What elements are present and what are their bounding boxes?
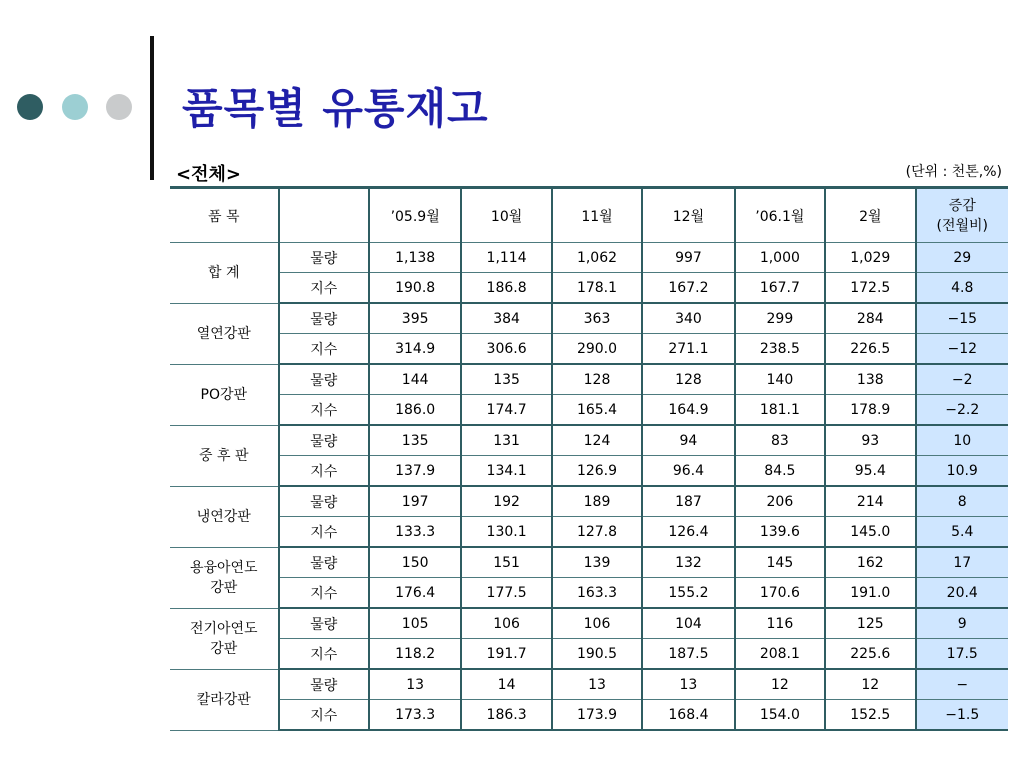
change-cell: 29 [916,243,1009,273]
header-row [170,188,1008,243]
value-cell: 238.5 [735,334,825,365]
value-cell: 177.5 [461,578,551,609]
table-row [170,486,1008,517]
header-change-line2: (전월비) [936,217,988,234]
change-cell: 10 [916,425,1009,456]
value-cell: 1,114 [461,243,551,273]
item-name-cell: 냉연강판 [170,486,279,547]
header-blank [279,188,369,243]
value-cell: 363 [552,303,642,334]
value-cell: 125 [825,608,915,639]
value-cell: 384 [461,303,551,334]
value-cell: 187.5 [642,639,734,670]
value-cell: 135 [461,364,551,395]
value-cell: 116 [735,608,825,639]
value-cell: 186.3 [461,700,551,731]
metric-label-cell: 지수 [279,456,369,487]
value-cell: 94 [642,425,734,456]
value-cell: 208.1 [735,639,825,670]
value-cell: 299 [735,303,825,334]
value-cell: 186.8 [461,273,551,304]
value-cell: 314.9 [369,334,461,365]
unit-note: (단위 : 천톤,%) [905,164,1002,180]
value-cell: 131 [461,425,551,456]
metric-label-cell: 물량 [279,364,369,395]
change-cell: 10.9 [916,456,1009,487]
metric-label-cell: 물량 [279,669,369,700]
decor-dot-light [62,94,88,120]
value-cell: 13 [642,669,734,700]
value-cell: 190.8 [369,273,461,304]
change-cell: 4.8 [916,273,1009,304]
value-cell: 167.7 [735,273,825,304]
value-cell: 127.8 [552,517,642,548]
value-cell: 154.0 [735,700,825,731]
metric-label-cell: 물량 [279,425,369,456]
value-cell: 174.7 [461,395,551,426]
value-cell: 1,138 [369,243,461,273]
value-cell: 95.4 [825,456,915,487]
table-row [170,517,1008,548]
table-row [170,334,1008,365]
value-cell: 12 [735,669,825,700]
change-cell: −1.5 [916,700,1009,731]
change-cell: − [916,669,1009,700]
header-period: 11월 [552,188,642,243]
value-cell: 178.1 [552,273,642,304]
metric-label-cell: 지수 [279,395,369,426]
item-name-cell: 용융아연도 강판 [170,547,279,608]
table-row [170,364,1008,395]
value-cell: 106 [461,608,551,639]
change-cell: 20.4 [916,578,1009,609]
value-cell: 192 [461,486,551,517]
value-cell: 197 [369,486,461,517]
value-cell: 187 [642,486,734,517]
table-row [170,578,1008,609]
value-cell: 170.6 [735,578,825,609]
change-cell: 9 [916,608,1009,639]
value-cell: 176.4 [369,578,461,609]
value-cell: 126.9 [552,456,642,487]
value-cell: 191.7 [461,639,551,670]
value-cell: 163.3 [552,578,642,609]
item-name-cell: 열연강판 [170,303,279,364]
metric-label-cell: 물량 [279,547,369,578]
value-cell: 162 [825,547,915,578]
table-row [170,608,1008,639]
change-cell: −15 [916,303,1009,334]
metric-label-cell: 지수 [279,700,369,731]
value-cell: 997 [642,243,734,273]
item-name-cell: 중 후 판 [170,425,279,486]
table-row [170,243,1008,273]
section-subtitle: <전체> [176,164,241,185]
decor-dot-dark [17,94,43,120]
value-cell: 132 [642,547,734,578]
value-cell: 225.6 [825,639,915,670]
value-cell: 145.0 [825,517,915,548]
value-cell: 130.1 [461,517,551,548]
decor-vertical-bar [150,36,154,180]
value-cell: 167.2 [642,273,734,304]
value-cell: 150 [369,547,461,578]
value-cell: 137.9 [369,456,461,487]
value-cell: 145 [735,547,825,578]
value-cell: 83 [735,425,825,456]
header-period: 10월 [461,188,551,243]
table-row [170,395,1008,426]
value-cell: 139 [552,547,642,578]
value-cell: 134.1 [461,456,551,487]
value-cell: 105 [369,608,461,639]
header-period: 12월 [642,188,734,243]
value-cell: 214 [825,486,915,517]
value-cell: 96.4 [642,456,734,487]
metric-label-cell: 지수 [279,273,369,304]
value-cell: 128 [642,364,734,395]
value-cell: 206 [735,486,825,517]
value-cell: 13 [552,669,642,700]
value-cell: 118.2 [369,639,461,670]
value-cell: 186.0 [369,395,461,426]
value-cell: 13 [369,669,461,700]
change-cell: 17.5 [916,639,1009,670]
value-cell: 144 [369,364,461,395]
value-cell: 226.5 [825,334,915,365]
decor-dot-gray [106,94,132,120]
value-cell: 133.3 [369,517,461,548]
metric-label-cell: 지수 [279,517,369,548]
table-row [170,547,1008,578]
metric-label-cell: 지수 [279,578,369,609]
header-period: ’05.9월 [369,188,461,243]
metric-label-cell: 지수 [279,334,369,365]
value-cell: 340 [642,303,734,334]
value-cell: 128 [552,364,642,395]
value-cell: 191.0 [825,578,915,609]
table-row [170,303,1008,334]
change-cell: −2.2 [916,395,1009,426]
metric-label-cell: 물량 [279,486,369,517]
table-row [170,425,1008,456]
value-cell: 93 [825,425,915,456]
value-cell: 14 [461,669,551,700]
value-cell: 1,062 [552,243,642,273]
value-cell: 140 [735,364,825,395]
table-row [170,639,1008,670]
value-cell: 290.0 [552,334,642,365]
value-cell: 173.9 [552,700,642,731]
value-cell: 178.9 [825,395,915,426]
value-cell: 84.5 [735,456,825,487]
value-cell: 172.5 [825,273,915,304]
header-period: 2월 [825,188,915,243]
value-cell: 284 [825,303,915,334]
value-cell: 104 [642,608,734,639]
value-cell: 165.4 [552,395,642,426]
value-cell: 181.1 [735,395,825,426]
value-cell: 155.2 [642,578,734,609]
change-cell: −12 [916,334,1009,365]
value-cell: 138 [825,364,915,395]
change-cell: 8 [916,486,1009,517]
change-cell: 5.4 [916,517,1009,548]
value-cell: 106 [552,608,642,639]
header-change-line1: 증감 [948,197,976,214]
value-cell: 306.6 [461,334,551,365]
metric-label-cell: 물량 [279,243,369,273]
value-cell: 126.4 [642,517,734,548]
change-cell: −2 [916,364,1009,395]
page-title: 품목별 유통재고 [182,84,489,133]
item-name-cell: 칼라강판 [170,669,279,730]
inventory-table [170,186,1008,731]
table-row [170,700,1008,731]
header-period: ’06.1월 [735,188,825,243]
value-cell: 168.4 [642,700,734,731]
item-name-cell: PO강판 [170,364,279,425]
table-row [170,669,1008,700]
metric-label-cell: 물량 [279,303,369,334]
value-cell: 190.5 [552,639,642,670]
value-cell: 173.3 [369,700,461,731]
value-cell: 164.9 [642,395,734,426]
table-row [170,273,1008,304]
value-cell: 1,000 [735,243,825,273]
value-cell: 189 [552,486,642,517]
header-change [916,188,1009,243]
metric-label-cell: 물량 [279,608,369,639]
value-cell: 124 [552,425,642,456]
value-cell: 12 [825,669,915,700]
value-cell: 395 [369,303,461,334]
metric-label-cell: 지수 [279,639,369,670]
value-cell: 271.1 [642,334,734,365]
value-cell: 151 [461,547,551,578]
header-item: 품 목 [170,188,279,243]
value-cell: 139.6 [735,517,825,548]
value-cell: 135 [369,425,461,456]
value-cell: 152.5 [825,700,915,731]
table-row [170,456,1008,487]
item-name-cell: 전기아연도 강판 [170,608,279,669]
change-cell: 17 [916,547,1009,578]
item-name-cell: 합 계 [170,243,279,304]
value-cell: 1,029 [825,243,915,273]
